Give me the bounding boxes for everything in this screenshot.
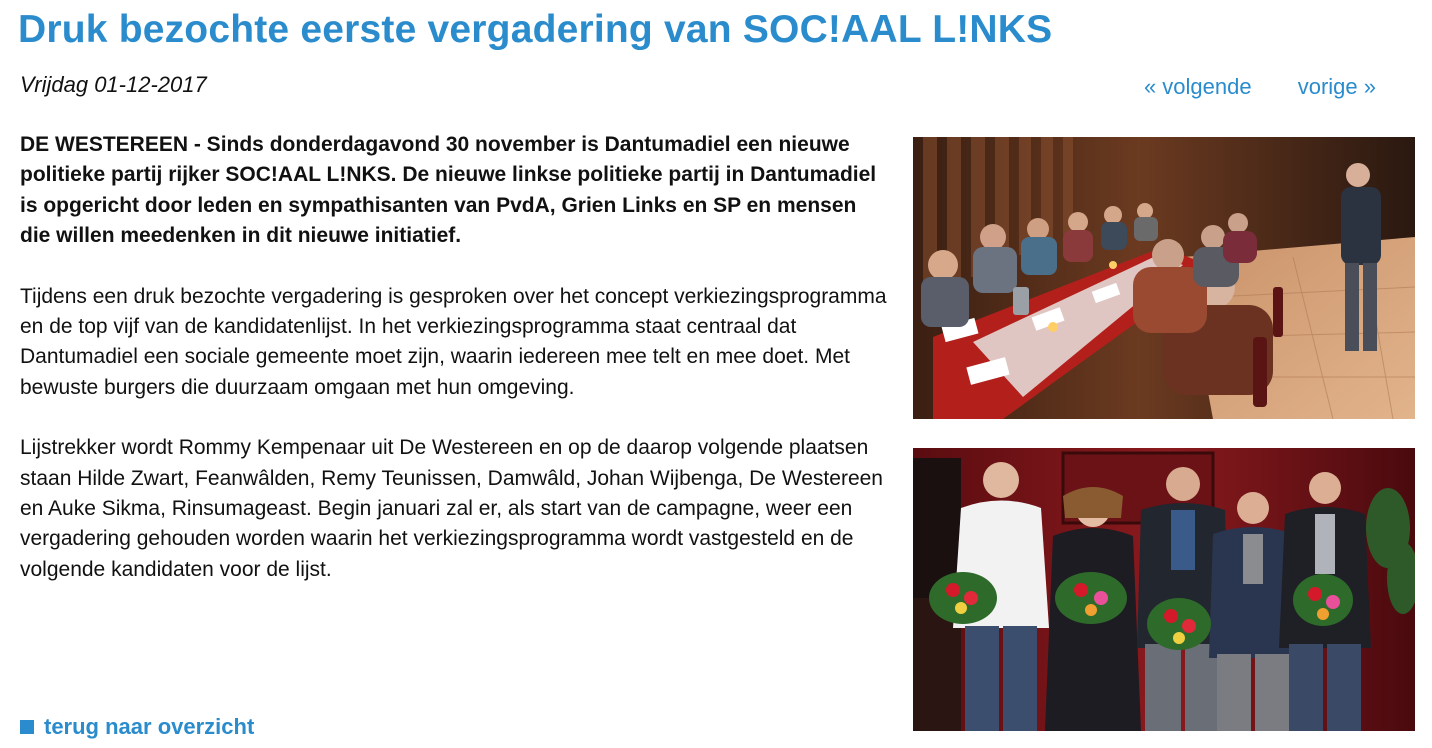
back-to-overview-link[interactable] — [20, 713, 254, 741]
square-bullet-icon — [20, 720, 34, 734]
article-lead: DE WESTEREEN - Sinds donderdagavond 30 november is Dantumadiel een nieuwe politieke partij rijker SOC!AAL L!NKS. De nieuwe linkse politieke partij in Dantumadiel is opgericht door leden en sympathisanten van PvdA, Grien Links en SP en mensen die willen meedenken in dit nieuwe initiatief. — [20, 133, 877, 248]
article-body — [20, 130, 890, 615]
article-date: Vrijdag 01-12-2017 — [20, 72, 207, 97]
previous-article-link[interactable]: vorige » — [1297, 74, 1376, 99]
meeting-photo — [913, 137, 1415, 419]
back-to-overview-label: terug naar overzicht — [44, 714, 255, 739]
article-paragraph: Tijdens een druk bezochte vergadering is gesproken over het concept verkiezingsprogramma en de top vijf van de kandidatenlijst. In het verkiezingsprogramma staat centraal dat Dantumadiel een sociale gemeente moet zijn, waarin iedereen mee telt en mee doet. Met bewuste burgers die duurzaam omgaan met hun omgeving. — [20, 284, 887, 399]
candidates-photo — [913, 448, 1415, 731]
next-article-link[interactable]: « volgende — [1143, 74, 1252, 99]
article-title: Druk bezochte eerste vergadering van SOC!AAL L!NKS — [18, 8, 1053, 51]
article-pager — [1104, 73, 1376, 101]
article-paragraph: Lijstrekker wordt Rommy Kempenaar uit De Westereen en op de daarop volgende plaatsen staan Hilde Zwart, Feanwâlden, Remy Teunissen, Damwâld, Johan Wijbenga, De Westereen en Auke Sikma, Rinsumageast. Begin januari zal er, als start van de campagne, weer een vergadering gehouden worden waarin het verkiezingsprogramma wordt vastgesteld en de volgende kandidaten voor de lijst. — [20, 436, 883, 581]
